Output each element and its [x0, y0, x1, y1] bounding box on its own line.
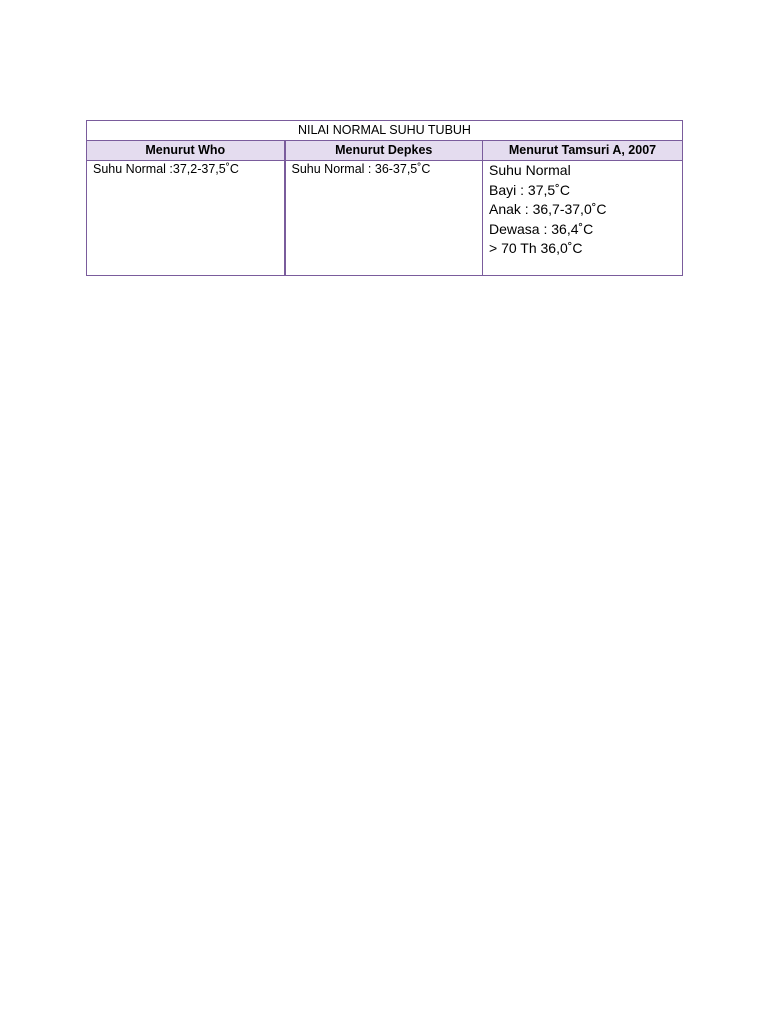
- who-value: Suhu Normal :37,2-37,5˚C: [93, 162, 239, 176]
- tamsuri-line-heading: Suhu Normal: [489, 162, 571, 178]
- who-value-cell: [87, 161, 285, 276]
- header-who: Menurut Who: [87, 141, 285, 161]
- table-row: [87, 161, 683, 276]
- depkes-value-cell: [285, 161, 483, 276]
- header-depkes: Menurut Depkes: [285, 141, 483, 161]
- depkes-value: Suhu Normal : 36-37,5˚C: [291, 162, 431, 176]
- table-title-row: [87, 121, 683, 141]
- body-temperature-table: [86, 120, 683, 276]
- table-title: NILAI NORMAL SUHU TUBUH: [87, 121, 683, 141]
- tamsuri-list: [489, 161, 676, 259]
- tamsuri-value-cell: [483, 161, 683, 276]
- tamsuri-line-dewasa: Dewasa : 36,4˚C: [489, 220, 594, 237]
- header-tamsuri: Menurut Tamsuri A, 2007: [483, 141, 683, 161]
- tamsuri-line-lansia: > 70 Th 36,0˚C: [489, 240, 583, 256]
- tamsuri-line-bayi: Bayi : 37,5˚C: [489, 181, 570, 198]
- tamsuri-line-anak: Anak : 36,7-37,0˚C: [489, 201, 607, 217]
- table-header-row: [87, 141, 683, 161]
